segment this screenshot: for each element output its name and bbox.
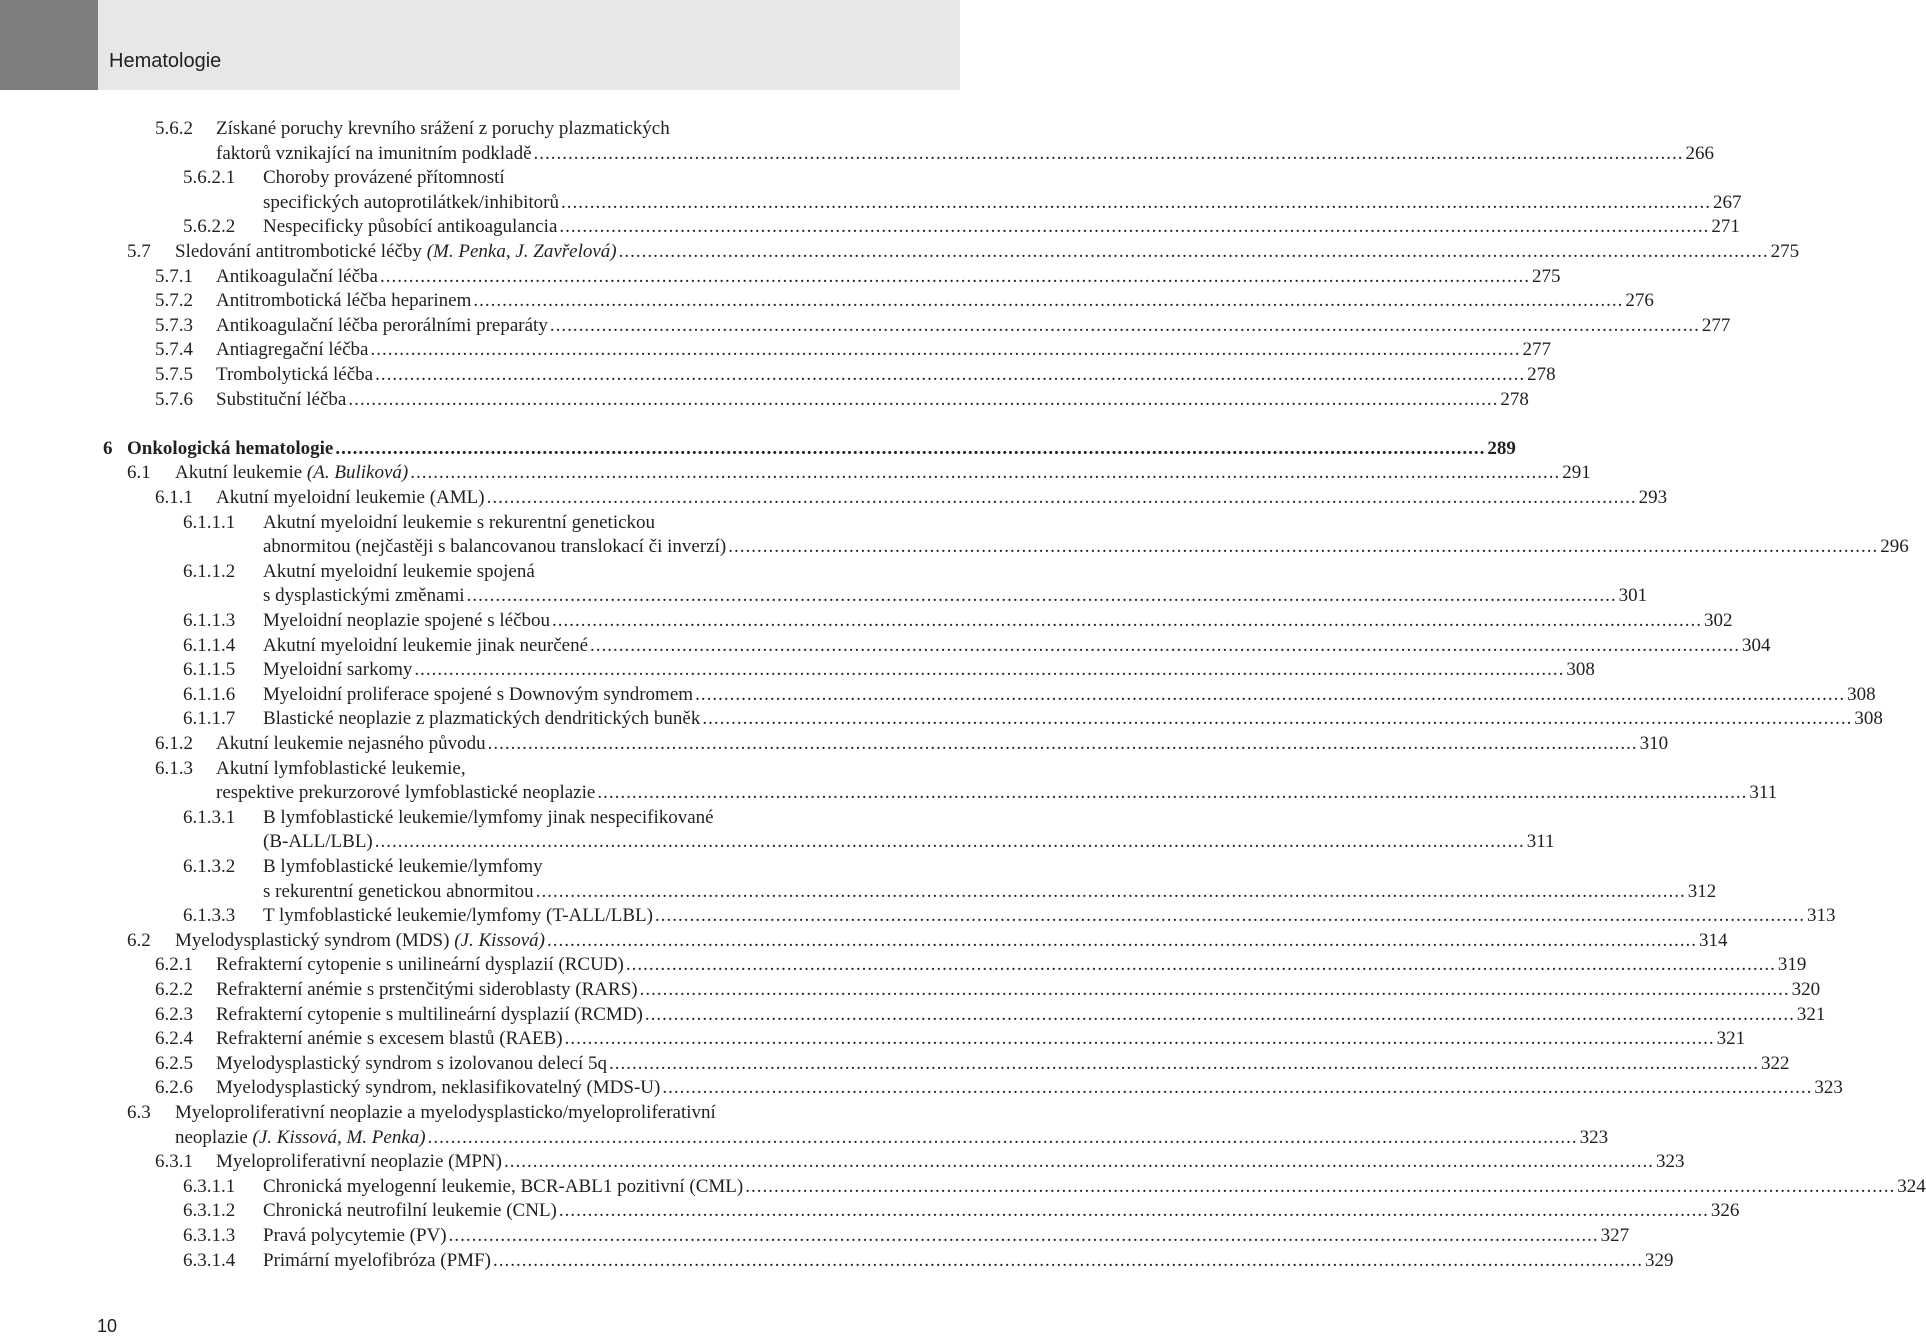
toc-number: 6.3.1.4 bbox=[183, 1249, 236, 1271]
toc-title-row bbox=[263, 535, 1909, 560]
toc-entry[interactable] bbox=[155, 953, 1807, 978]
toc-entry[interactable] bbox=[127, 929, 1728, 954]
toc-entry[interactable] bbox=[127, 240, 1800, 265]
toc-page-number: 275 bbox=[1531, 265, 1561, 287]
toc-authors: (J. Kissová) bbox=[454, 929, 545, 951]
toc-number: 6.1 bbox=[127, 462, 151, 484]
toc-page-number: 293 bbox=[1638, 487, 1668, 508]
toc-number: 6.1.1.3 bbox=[183, 610, 236, 631]
toc-page-number: 310 bbox=[1639, 733, 1669, 754]
toc-number: 5.6.2.1 bbox=[183, 167, 236, 189]
toc-page-number: 313 bbox=[1806, 905, 1836, 927]
toc-number: 6.2.1 bbox=[155, 954, 193, 976]
toc-entry[interactable] bbox=[127, 461, 1591, 486]
dot-leader: ........................................................................................................................................................................................................ bbox=[597, 782, 1748, 804]
toc-page-number: 308 bbox=[1854, 708, 1883, 730]
toc-number: 5.6.2.2 bbox=[183, 216, 236, 238]
toc-number: 6.3 bbox=[127, 1102, 151, 1123]
toc-title-line: Nespecificky působící antikoagulancia bbox=[263, 216, 558, 238]
dot-leader: ........................................................................................................................................................................................................ bbox=[486, 487, 1637, 508]
toc-page-number: 271 bbox=[1711, 216, 1740, 238]
toc-authors: (J. Kissová, M. Penka) bbox=[252, 1126, 426, 1148]
toc-title-row bbox=[263, 215, 1740, 240]
toc-page-number: 321 bbox=[1716, 1028, 1746, 1050]
dot-leader: ........................................................................................................................................................................................................ bbox=[348, 388, 1499, 410]
toc-title-line: B lymfoblastické leukemie/lymfomy jinak nespecifikované bbox=[263, 806, 714, 828]
toc-entry[interactable] bbox=[103, 437, 1516, 462]
toc-title-row bbox=[216, 314, 1731, 339]
toc-title-line: Pravá polycytemie (PV) bbox=[263, 1225, 447, 1246]
toc-title-row bbox=[216, 338, 1551, 363]
toc-title-line: s dysplastickými změnami bbox=[263, 585, 465, 607]
dot-leader: ........................................................................................................................................................................................................ bbox=[558, 1200, 1709, 1222]
toc-title-row bbox=[216, 289, 1654, 314]
toc-entry[interactable] bbox=[155, 1027, 1746, 1052]
toc-title-row bbox=[263, 830, 1555, 855]
toc-title-line: (B-ALL/LBL) bbox=[263, 831, 373, 853]
toc-title-row bbox=[175, 461, 1591, 486]
toc-entry[interactable] bbox=[183, 1175, 1926, 1200]
toc-page-number: 329 bbox=[1644, 1249, 1674, 1271]
toc-number: 6.1.3 bbox=[155, 757, 193, 779]
toc-entry[interactable] bbox=[155, 1052, 1790, 1077]
page-number: 10 bbox=[97, 1316, 118, 1336]
toc-title-line: Antitrombotická léčba heparinem bbox=[216, 290, 472, 312]
toc-number: 6.1.2 bbox=[155, 733, 193, 754]
toc-number: 6.1.3.2 bbox=[183, 856, 236, 877]
toc-page-number: 277 bbox=[1522, 339, 1551, 361]
dot-leader: ........................................................................................................................................................................................................ bbox=[473, 290, 1624, 312]
toc-title-line: Refrakterní cytopenie s multilineární dysplazií (RCMD) bbox=[216, 1003, 643, 1025]
toc-title-line: Akutní myeloidní leukemie (AML) bbox=[216, 487, 485, 508]
toc-page-number: 323 bbox=[1579, 1126, 1609, 1148]
toc-title-row bbox=[216, 1076, 1843, 1101]
toc-entry[interactable] bbox=[155, 289, 1654, 314]
toc-number: 5.7.2 bbox=[155, 290, 193, 312]
toc-title-row bbox=[263, 1175, 1926, 1200]
dot-leader: ........................................................................................................................................................................................................ bbox=[448, 1225, 1599, 1246]
toc-title-line: respektive prekurzorové lymfoblastické neoplazie bbox=[216, 782, 596, 804]
dot-leader: ........................................................................................................................................................................................................ bbox=[414, 659, 1565, 681]
toc-title-line: Myeloidní sarkomy bbox=[263, 659, 413, 681]
toc-number: 5.7.3 bbox=[155, 314, 193, 336]
dot-leader: ........................................................................................................................................................................................................ bbox=[535, 880, 1686, 902]
toc-number: 6.1.1.7 bbox=[183, 708, 236, 730]
dot-leader: ........................................................................................................................................................................................................ bbox=[552, 610, 1703, 631]
dot-leader: ........................................................................................................................................................................................................ bbox=[564, 1028, 1715, 1050]
toc-title-row bbox=[263, 658, 1595, 683]
toc-entry[interactable] bbox=[183, 806, 1555, 855]
dot-leader: ........................................................................................................................................................................................................ bbox=[379, 265, 1530, 287]
toc-entry[interactable] bbox=[155, 732, 1669, 757]
toc-page-number: 312 bbox=[1687, 880, 1717, 902]
toc-entry[interactable] bbox=[183, 511, 1909, 560]
toc-page-number: 277 bbox=[1701, 314, 1731, 336]
toc-title-line: Akutní myeloidní leukemie spojená bbox=[263, 560, 535, 582]
dot-leader: ........................................................................................................................................................................................................ bbox=[618, 241, 1769, 262]
toc-number: 6.1.3.3 bbox=[183, 905, 236, 927]
toc-entry[interactable] bbox=[155, 1150, 1685, 1175]
dot-leader: ........................................................................................................................................................................................................ bbox=[466, 585, 1617, 607]
toc-title-line: specifických autoprotilátkek/inhibitorů bbox=[263, 191, 560, 213]
toc-page-number: 296 bbox=[1880, 536, 1909, 558]
dot-leader: ........................................................................................................................................................................................................ bbox=[695, 683, 1846, 705]
toc-entry[interactable] bbox=[183, 1199, 1740, 1224]
toc-title-line: Myeloidní neoplazie spojené s léčbou bbox=[263, 610, 551, 631]
toc-title-row bbox=[263, 707, 1883, 732]
toc-number: 6.3.1.2 bbox=[183, 1200, 236, 1222]
dot-leader: ........................................................................................................................................................................................................ bbox=[546, 929, 1697, 951]
toc-page-number: 308 bbox=[1847, 683, 1876, 705]
toc-entry[interactable] bbox=[155, 486, 1668, 511]
toc-page-number: 311 bbox=[1526, 831, 1555, 853]
toc-title-line: Myelodysplastický syndrom, neklasifikovatelný (MDS-U) bbox=[216, 1077, 661, 1099]
toc-page-number: 319 bbox=[1777, 954, 1807, 976]
toc-title-line: Akutní leukemie nejasného původu bbox=[216, 733, 486, 754]
toc-title-row bbox=[175, 929, 1728, 954]
toc-title-row bbox=[216, 142, 1715, 167]
toc-title-row bbox=[175, 1126, 1609, 1151]
toc-entry[interactable] bbox=[183, 707, 1883, 732]
toc-page-number: 321 bbox=[1796, 1003, 1826, 1025]
toc-page-number: 302 bbox=[1704, 610, 1733, 631]
toc-title-line: Chronická neutrofilní leukemie (CNL) bbox=[263, 1200, 557, 1222]
toc-title-line: s rekurentní genetickou abnormitou bbox=[263, 880, 534, 902]
toc-title-line: Antikoagulační léčba perorálními preparáty bbox=[216, 314, 548, 336]
toc-title-row bbox=[263, 1249, 1674, 1274]
toc-number: 5.7 bbox=[127, 241, 151, 262]
toc-page-number: 320 bbox=[1791, 979, 1821, 1000]
toc-number: 6.1.1.4 bbox=[183, 634, 236, 656]
toc-page-number: 323 bbox=[1655, 1151, 1685, 1173]
toc-number: 6.3.1 bbox=[155, 1151, 193, 1173]
dot-leader: ........................................................................................................................................................................................................ bbox=[410, 462, 1561, 484]
toc-title-row bbox=[127, 437, 1516, 462]
toc-title-line: Akutní myeloidní leukemie jinak neurčené bbox=[263, 634, 589, 656]
toc-number: 6 bbox=[103, 437, 113, 459]
toc-page-number: 327 bbox=[1600, 1225, 1630, 1246]
toc-title-row bbox=[263, 904, 1836, 929]
toc-number: 5.6.2 bbox=[155, 118, 193, 139]
toc-title-row bbox=[263, 609, 1733, 634]
toc-number: 6.1.1.6 bbox=[183, 683, 236, 705]
dot-leader: ........................................................................................................................................................................................................ bbox=[639, 979, 1790, 1000]
toc-title-row bbox=[216, 1052, 1790, 1077]
toc-title-line: Refrakterní cytopenie s unilineární dysplazií (RCUD) bbox=[216, 954, 624, 976]
toc-number: 6.3.1.1 bbox=[183, 1175, 236, 1197]
toc-page-number: 267 bbox=[1713, 191, 1742, 213]
dot-leader: ........................................................................................................................................................................................................ bbox=[549, 314, 1700, 336]
dot-leader: ........................................................................................................................................................................................................ bbox=[625, 954, 1776, 976]
toc-entry[interactable] bbox=[155, 338, 1551, 363]
toc-entry[interactable] bbox=[183, 683, 1876, 708]
toc-number: 6.2.4 bbox=[155, 1028, 193, 1050]
toc-entry[interactable] bbox=[155, 1003, 1826, 1028]
dot-leader: ........................................................................................................................................................................................................ bbox=[561, 191, 1712, 213]
toc-title-line: Antikoagulační léčba bbox=[216, 265, 378, 287]
corner-block bbox=[0, 0, 98, 90]
toc-title-line: Primární myelofibróza (PMF) bbox=[263, 1249, 491, 1271]
toc-title-row bbox=[263, 191, 1742, 216]
toc-entry[interactable] bbox=[155, 388, 1529, 413]
toc-title-line: Akutní leukemie bbox=[175, 462, 303, 484]
toc-number: 6.1.1.2 bbox=[183, 560, 236, 582]
dot-leader: ........................................................................................................................................................................................................ bbox=[533, 142, 1684, 164]
toc-title-line: Chronická myelogenní leukemie, BCR-ABL1 pozitivní (CML) bbox=[263, 1175, 744, 1197]
toc-title-row bbox=[216, 732, 1669, 757]
dot-leader: ........................................................................................................................................................................................................ bbox=[375, 364, 1526, 385]
toc-number: 5.7.5 bbox=[155, 364, 193, 385]
toc-page-number: 275 bbox=[1770, 241, 1800, 262]
toc-title-line: Získané poruchy krevního srážení z poruchy plazmatických bbox=[216, 118, 670, 139]
toc-number: 5.7.6 bbox=[155, 388, 193, 410]
toc-title-line: Antiagregační léčba bbox=[216, 339, 369, 361]
toc-title-row bbox=[216, 1027, 1746, 1052]
toc-number: 6.1.1.1 bbox=[183, 511, 236, 533]
toc-title-row bbox=[216, 363, 1556, 388]
dot-leader: ........................................................................................................................................................................................................ bbox=[335, 437, 1486, 459]
running-header bbox=[98, 0, 960, 90]
dot-leader: ........................................................................................................................................................................................................ bbox=[662, 1077, 1813, 1099]
toc-entry[interactable] bbox=[183, 904, 1836, 929]
toc-title-line: Onkologická hematologie bbox=[127, 437, 334, 459]
toc-entry[interactable] bbox=[183, 634, 1771, 659]
toc-page-number: 278 bbox=[1500, 388, 1529, 410]
toc-entry[interactable] bbox=[155, 1076, 1843, 1101]
toc-title-line: faktorů vznikající na imunitním podkladě bbox=[216, 142, 532, 164]
toc-title-line: Trombolytická léčba bbox=[216, 364, 374, 385]
toc-page-number: 289 bbox=[1487, 437, 1516, 459]
toc-title-line: Akutní lymfoblastické leukemie, bbox=[216, 757, 466, 779]
toc-page-number: 266 bbox=[1685, 142, 1715, 164]
toc-entry[interactable] bbox=[155, 363, 1556, 388]
toc-title-row bbox=[216, 978, 1821, 1003]
toc-entry[interactable] bbox=[183, 215, 1740, 240]
dot-leader: ........................................................................................................................................................................................................ bbox=[427, 1126, 1578, 1148]
toc-title-line: abnormitou (nejčastěji s balancovanou translokací či inverzí) bbox=[263, 536, 727, 558]
toc-authors: (A. Buliková) bbox=[306, 462, 409, 484]
toc-title-row bbox=[216, 265, 1561, 290]
toc-title-row bbox=[216, 1003, 1826, 1028]
toc-title-line: Refrakterní anémie s excesem blastů (RAEB) bbox=[216, 1028, 563, 1050]
dot-leader: ........................................................................................................................................................................................................ bbox=[374, 831, 1525, 853]
toc-entry[interactable] bbox=[155, 978, 1821, 1003]
toc-title-row bbox=[263, 1224, 1630, 1249]
toc-entry[interactable] bbox=[183, 855, 1717, 904]
toc-number: 6.1.3.1 bbox=[183, 806, 236, 828]
toc-title-line: Akutní myeloidní leukemie s rekurentní genetickou bbox=[263, 511, 656, 533]
toc-title-row bbox=[263, 634, 1771, 659]
dot-leader: ........................................................................................................................................................................................................ bbox=[654, 905, 1805, 927]
toc-entry[interactable] bbox=[155, 265, 1561, 290]
dot-leader: ........................................................................................................................................................................................................ bbox=[503, 1151, 1654, 1173]
toc-title-row bbox=[263, 880, 1717, 905]
toc-title-row bbox=[216, 486, 1668, 511]
dot-leader: ........................................................................................................................................................................................................ bbox=[492, 1249, 1643, 1271]
toc-title-line: Myelodysplastický syndrom (MDS) bbox=[175, 929, 450, 951]
toc-title-line: neoplazie bbox=[175, 1126, 248, 1148]
toc-title-line: Substituční léčba bbox=[216, 388, 347, 410]
toc-number: 6.1.1 bbox=[155, 487, 193, 508]
toc-number: 6.1.1.5 bbox=[183, 659, 236, 681]
toc-entry[interactable] bbox=[183, 1249, 1674, 1274]
toc-page-number: 304 bbox=[1742, 634, 1771, 656]
toc-entry[interactable] bbox=[183, 1224, 1630, 1249]
toc-number: 6.2.3 bbox=[155, 1003, 193, 1025]
toc-entry[interactable] bbox=[155, 757, 1778, 806]
toc-number: 5.7.1 bbox=[155, 265, 193, 287]
toc-page-number: 323 bbox=[1814, 1077, 1843, 1099]
toc-entry[interactable] bbox=[183, 658, 1595, 683]
toc-title-row bbox=[263, 1199, 1740, 1224]
toc-page-number: 324 bbox=[1897, 1175, 1926, 1197]
toc-title-line: Myeloproliferativní neoplazie (MPN) bbox=[216, 1151, 502, 1173]
toc-page-number: 311 bbox=[1749, 782, 1778, 804]
toc-title-line: Refrakterní anémie s prstenčitými sideroblasty (RARS) bbox=[216, 979, 638, 1000]
toc-title-line: Myeloidní proliferace spojené s Downovým syndromem bbox=[263, 683, 694, 705]
toc-page-number: 314 bbox=[1698, 929, 1728, 951]
toc-page-number: 322 bbox=[1761, 1052, 1790, 1074]
toc-title-line: T lymfoblastické leukemie/lymfomy (T-ALL/LBL) bbox=[263, 905, 653, 927]
dot-leader: ........................................................................................................................................................................................................ bbox=[590, 634, 1741, 656]
toc-title-row bbox=[263, 683, 1876, 708]
toc-title-row bbox=[216, 781, 1778, 806]
toc-title-line: Sledování antitrombotické léčby bbox=[175, 241, 422, 262]
toc-page-number: 278 bbox=[1527, 364, 1556, 385]
running-header-title: Hematologie bbox=[109, 50, 222, 72]
toc-title-row bbox=[216, 1150, 1685, 1175]
toc-number: 6.2 bbox=[127, 929, 151, 951]
dot-leader: ........................................................................................................................................................................................................ bbox=[745, 1175, 1896, 1197]
toc-title-row bbox=[216, 388, 1529, 413]
toc-entry[interactable] bbox=[183, 609, 1733, 634]
toc-number: 6.2.6 bbox=[155, 1077, 193, 1099]
toc-page-number: 326 bbox=[1710, 1200, 1740, 1222]
toc-entry[interactable] bbox=[155, 314, 1731, 339]
toc-page-number: 291 bbox=[1562, 462, 1591, 484]
toc-entry[interactable] bbox=[155, 117, 1715, 166]
toc-number: 5.7.4 bbox=[155, 339, 193, 361]
toc-title-line: B lymfoblastické leukemie/lymfomy bbox=[263, 856, 543, 877]
toc-number: 6.2.5 bbox=[155, 1052, 193, 1074]
toc-title-line: Blastické neoplazie z plazmatických dendritických buněk bbox=[263, 708, 701, 730]
toc-entry[interactable] bbox=[183, 166, 1742, 215]
toc-entry[interactable] bbox=[183, 560, 1648, 609]
toc-title-line: Choroby provázené přítomností bbox=[263, 167, 505, 189]
dot-leader: ........................................................................................................................................................................................................ bbox=[487, 733, 1638, 754]
toc-title-line: Myeloproliferativní neoplazie a myelodysplasticko/myeloproliferativní bbox=[175, 1102, 716, 1123]
toc-title-row bbox=[216, 953, 1807, 978]
toc-page-number: 276 bbox=[1625, 290, 1654, 312]
dot-leader: ........................................................................................................................................................................................................ bbox=[559, 216, 1710, 238]
toc-number: 6.3.1.3 bbox=[183, 1225, 236, 1246]
dot-leader: ........................................................................................................................................................................................................ bbox=[609, 1052, 1760, 1074]
dot-leader: ........................................................................................................................................................................................................ bbox=[728, 536, 1879, 558]
toc-number: 6.2.2 bbox=[155, 979, 193, 1000]
toc-title-row bbox=[263, 584, 1648, 609]
dot-leader: ........................................................................................................................................................................................................ bbox=[702, 708, 1853, 730]
dot-leader: ........................................................................................................................................................................................................ bbox=[370, 339, 1521, 361]
toc-title-line: Myelodysplastický syndrom s izolovanou delecí 5q bbox=[216, 1052, 608, 1074]
dot-leader: ........................................................................................................................................................................................................ bbox=[644, 1003, 1795, 1025]
toc-title-row bbox=[175, 240, 1800, 265]
toc-authors: (M. Penka, J. Zavřelová) bbox=[426, 241, 617, 262]
toc-entry[interactable] bbox=[127, 1101, 1609, 1150]
toc-page-number: 308 bbox=[1566, 659, 1595, 681]
toc-page-number: 301 bbox=[1618, 585, 1648, 607]
